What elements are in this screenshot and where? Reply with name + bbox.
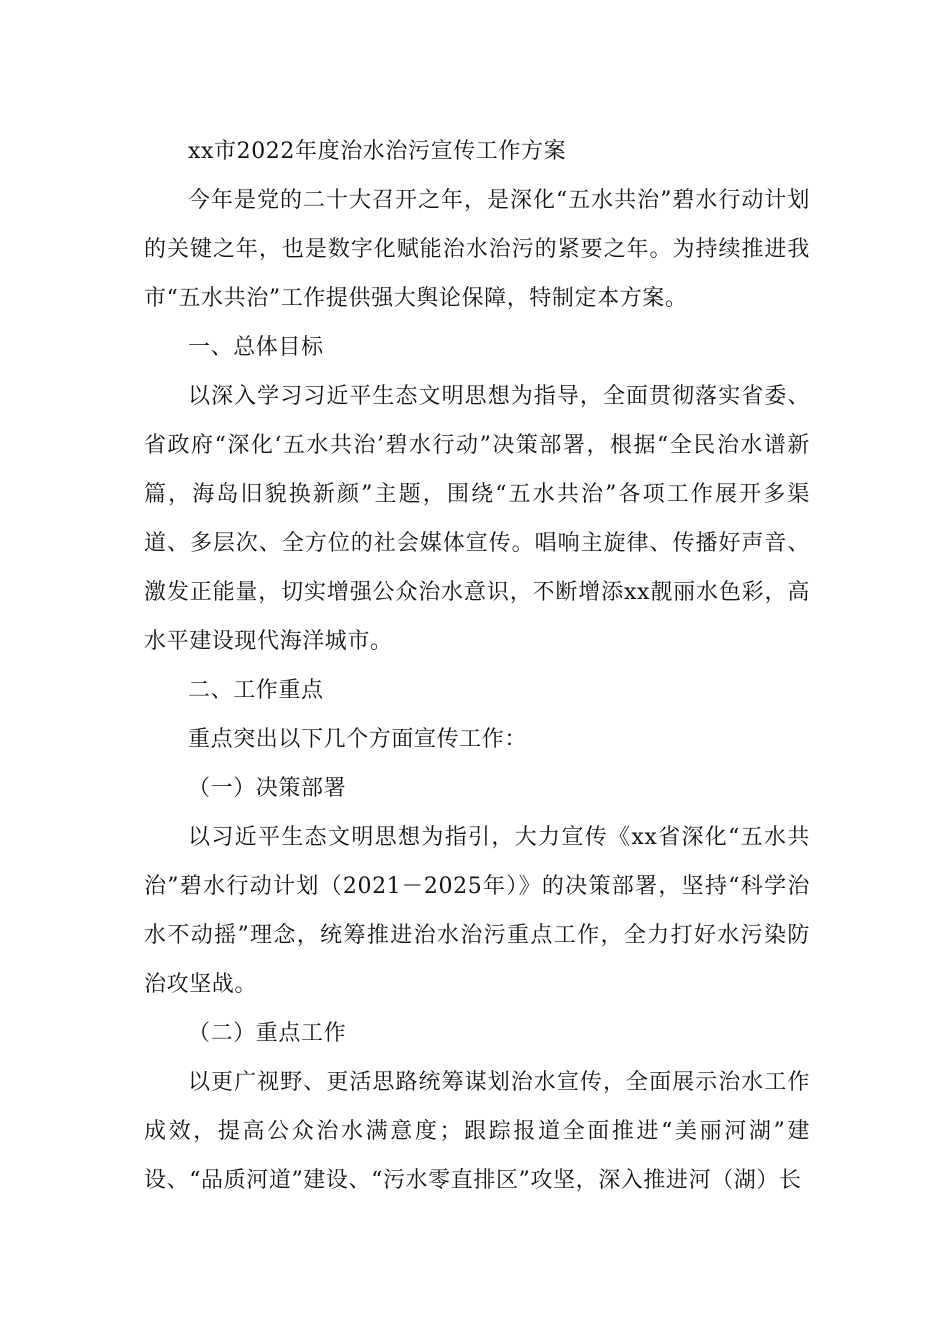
subheading-decisions: （一）决策部署 xyxy=(188,776,347,801)
document-title: xx市2022年度治水治污宣传工作方案 xyxy=(188,139,567,164)
heading-overall-goal: 一、总体目标 xyxy=(188,335,324,360)
paragraph-intro: 今年是党的二十大召开之年，是深化“五水共治”碧水行动计划的关键之年，也是数字化赋能治水治污的紧要之年。为持续推进我市“五水共治”工作提供强大舆论保障，特制定本方案。 xyxy=(144,188,810,311)
paragraph-decisions: 以习近平生态文明思想为指引，大力宣传《xx省深化“五水共治”碧水行动计划（2021－2025年）》的决策部署，坚持“科学治水不动摇”理念，统筹推进治水治污重点工作，全力打好水污染防治攻坚战。 xyxy=(144,825,810,997)
document-body xyxy=(144,127,810,1205)
paragraph-key-work: 以更广视野、更活思路统筹谋划治水宣传，全面展示治水工作成效，提高公众治水满意度；跟踪报道全面推进“美丽河湖”建设、“品质河道”建设、“污水零直排区”攻坚，深入推进河（湖）长 xyxy=(144,1070,810,1193)
subheading-key-work: （二）重点工作 xyxy=(188,1021,347,1046)
heading-work-focus: 二、工作重点 xyxy=(188,678,324,703)
paragraph-work-focus-intro: 重点突出以下几个方面宣传工作： xyxy=(188,727,528,752)
paragraph-overall-goal: 以深入学习习近平生态文明思想为指导，全面贯彻落实省委、省政府“深化‘五水共治’碧水行动”决策部署，根据“全民治水谱新篇，海岛旧貌换新颜”主题，围绕“五水共治”各项工作展开多渠道、多层次、全方位的社会媒体宣传。唱响主旋律、传播好声音、激发正能量，切实增强公众治水意识，不断增添xx靓丽水色彩，高水平建设现代海洋城市。 xyxy=(144,384,810,654)
